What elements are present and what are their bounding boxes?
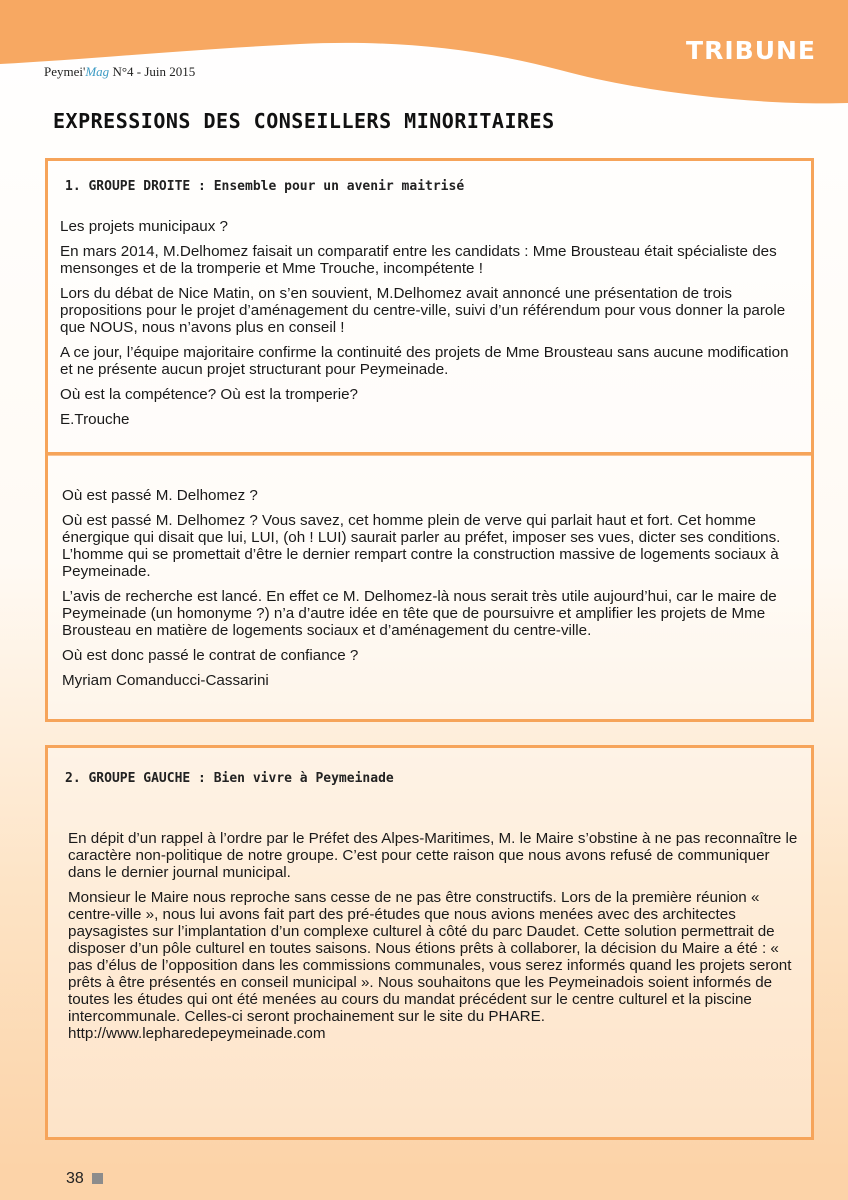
- page-title: EXPRESSIONS DES CONSEILLERS MINORITAIRES: [53, 109, 555, 133]
- magazine-issue-line: [44, 64, 195, 80]
- groupe-droite-box-2: [45, 452, 814, 722]
- article-signature: Myriam Comanducci-Cassarini: [62, 672, 269, 689]
- groupe-droite-article-2: [62, 487, 802, 697]
- article-paragraph: Monsieur le Maire nous reproche sans cesse de ne pas être constructifs. Lors de la première réunion « centre-ville », nous lui avons fait part des pré-études que nous avions menées avec des architectes paysagistes sur l’implantation d’un complexe culturel à côté du parc Daudet. Cette solution permettrait de disposer d’un pôle culturel en toutes saisons. Nous étions prêts à collaborer, la décision du Maire a été : « pas d’élus de l’opposition dans les commissions communales, vous serez informés quand les projets seront prêts à être présentés en conseil municipal ». Nous souhaitons que les Peymeinadois soient informés de toutes les études qui ont été menées au cours du mandat précédent sur le centre culturel et la piscine intercommunale. Celles-ci seront prochainement sur le site du PHARE. http://www.lepharedepeymeinade.com: [68, 889, 792, 1042]
- article-paragraph: Où est donc passé le contrat de confiance ?: [62, 647, 359, 664]
- article-paragraph: En mars 2014, M.Delhomez faisait un comparatif entre les candidats : Mme Brousteau était spécialiste des mensonges et de la tromperie et Mme Trouche, incompétente !: [60, 243, 777, 277]
- article-paragraph: A ce jour, l’équipe majoritaire confirme la continuité des projets de Mme Brousteau sans aucune modification et ne présente aucun projet structurant pour Peymeinade.: [60, 344, 789, 378]
- groupe-droite-heading: 1. GROUPE DROITE : Ensemble pour un avenir maitrisé: [65, 179, 465, 194]
- article-paragraph: L’avis de recherche est lancé. En effet ce M. Delhomez-là nous serait très utile aujourd’hui, car le maire de Peymeinade (un homonyme ?) n’a d’autre idée en tête que de poursuivre et amplifier les projets de Mme Brousteau en matière de logements sociaux et d’aménagement du centre-ville.: [62, 588, 777, 639]
- page-number: 38: [66, 1170, 84, 1187]
- article-paragraph: Où est passé M. Delhomez ? Vous savez, cet homme plein de verve qui parlait haut et fort. Cet homme énergique qui disait que lui, LUI, (oh ! LUI) saurait parler au préfet, imposer ses vues, dicter ses conditions. L’homme qui se promettait d’être le dernier rempart contre la construction massive de logements sociaux à Peymeinade.: [62, 512, 781, 580]
- magazine-name-prefix: Peymei': [44, 64, 86, 79]
- article-signature: E.Trouche: [60, 411, 130, 428]
- article-paragraph: En dépit d’un rappel à l’ordre par le Préfet des Alpes-Maritimes, M. le Maire s’obstine à ne pas reconnaître le caractère non-politique de notre groupe. C’est pour cette raison que nous avons refusé de communiquer dans le dernier journal municipal.: [68, 830, 798, 881]
- article-paragraph: Lors du débat de Nice Matin, on s’en souvient, M.Delhomez avait annoncé une présentation de trois propositions pour le projet d’aménagement du centre-ville, suivi d’un référendum pour vous donner la parole que NOUS, nous n’avons plus en conseil !: [60, 285, 786, 336]
- footer-square-decoration: [92, 1173, 103, 1184]
- groupe-droite-article-1: [60, 218, 802, 436]
- article-paragraph: Les projets municipaux ?: [60, 218, 228, 235]
- article-paragraph: Où est la compétence? Où est la tromperie?: [60, 386, 358, 403]
- article-paragraph: Où est passé M. Delhomez ?: [62, 487, 258, 504]
- groupe-gauche-box: [45, 745, 814, 1140]
- issue-info: N°4 - Juin 2015: [109, 64, 196, 79]
- magazine-name-suffix: Mag: [85, 64, 110, 79]
- groupe-droite-box: [45, 158, 814, 456]
- groupe-gauche-article: [68, 830, 800, 1050]
- groupe-gauche-heading: 2. GROUPE GAUCHE : Bien vivre à Peymeinade: [65, 771, 394, 786]
- section-tag-tribune: TRIBUNE: [686, 36, 816, 65]
